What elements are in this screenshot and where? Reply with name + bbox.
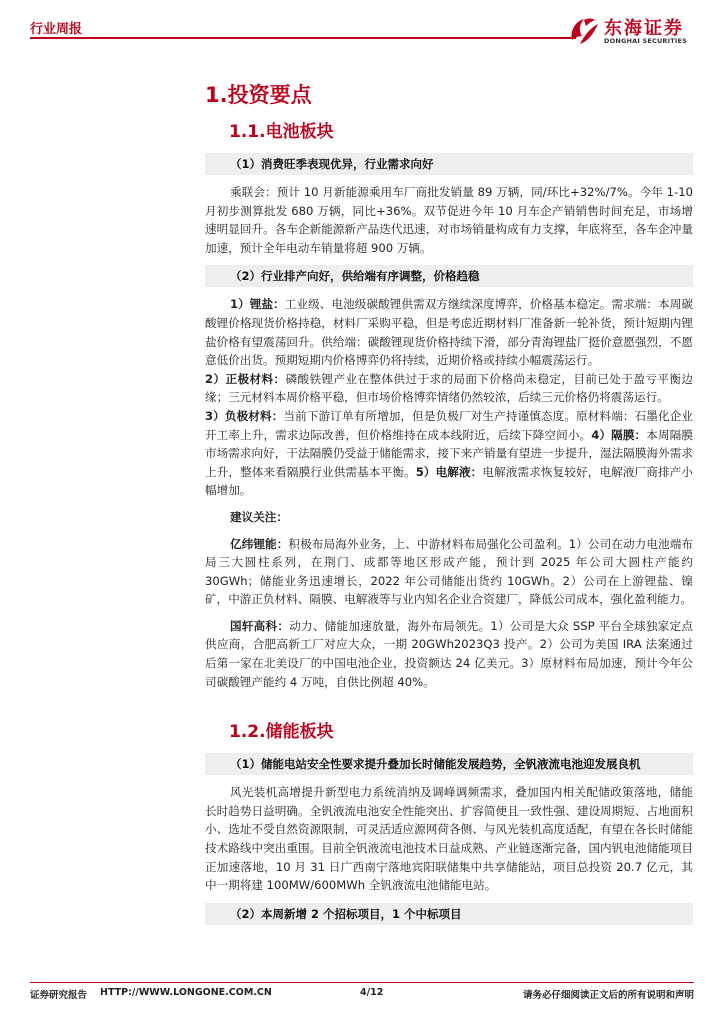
- cathode-text: 磷酸铁锂产业在整体供过于求的局面下价格尚未稳定，目前已处于盈亏平衡边缘；三元材料本周价格平稳，但市场价格博弈情绪仍然较浓，后续三元价格仍将震荡运行。: [205, 371, 693, 405]
- eve-energy-text: 积极布局海外业务，上、中游材料布局强化公司盈利。1）公司在动力电池端布局三大圆柱系列，在荆门、成都等地区形成产能，预计到 2025 年公司大圆柱产能约 30GWh；储能业务迅速增长，2022 年公司储能出货约 10GWh。2）公司在上游锂盐、镍矿，中游正负材料、隔膜、电解液等与业内知名企业合资建厂，降低公司成本，强化盈利能力。: [205, 536, 693, 607]
- gotion-text: 动力、储能加速放量，海外布局领先。1）公司是大众 SSP 平台全球独家定点供应商，合肥高新工厂对应大众，一期 20GWh2023Q3 投产。2）公司为美国 IRA 法案通过后第一家在北美设厂的中国电池企业，投资额达 24 亿美元。3）原材料布局加速，预计今年公司碳酸锂产能约 4 万吨，自供比例超 40%。: [205, 618, 693, 689]
- main-content: [205, 80, 693, 933]
- cathode-label: 2）正极材料：: [205, 371, 286, 386]
- logo-chinese-name: 东海证券: [604, 18, 684, 39]
- eve-energy-paragraph: [205, 535, 693, 609]
- page-number: 4/12: [360, 987, 384, 998]
- battery-point-2: （2）行业排产向好，供给端有序调整，价格趋稳: [205, 265, 693, 287]
- anode-label: 3）负极材料：: [205, 408, 284, 423]
- electrolyte-text: 电解液需求恢复较好，电解液厂商排产小幅增加。: [205, 464, 693, 498]
- lithium-salt-text: 工业级、电池级碳酸锂供需双方继续深度博弈，价格基本稳定。需求端：本周碳酸锂价格现货价格持稳，材料厂采购平稳，但是考虑近期材料厂准备新一轮补货，预计短期内锂盐价格有望震荡回升。供给端：碳酸锂现货价格持续下滑，部分青海锂盐厂挺价意愿强烈，不愿意低价出货。预期短期内价格博弈仍将持续，近期价格或持续小幅震荡运行。: [205, 297, 693, 368]
- storage-point-2: （2）本周新增 2 个招标项目，1 个中标项目: [205, 903, 693, 925]
- gotion-paragraph: [205, 617, 693, 691]
- anode-text: 当前下游订单有所增加，但是负极厂对生产持谨慎态度。原材料端：石墨化企业开工率上升，需求边际改善，但价格维持在成本线附近，后续下降空间小。: [205, 408, 693, 442]
- section-title-investment: 1.投资要点: [205, 83, 312, 107]
- battery-demand-paragraph: 乘联会：预计 10 月新能源乘用车厂商批发销量 89 万辆，同/环比+32%/7%。今年 1-10 月初步测算批发 680 万辆，同比+36%。双节促进今年 10 月车企产销销售时间充足，市场增速明显回升。各车企新能源新产品迭代迅速，对市场销量构成有力支撑，年底将至，各车企冲量加速，预计全年电动车销量将超 900 万辆。: [205, 185, 693, 255]
- logo-emblem-icon: [568, 14, 600, 48]
- section-title-battery: 1.1.电池板块: [229, 122, 334, 142]
- separator-text: 本周隔膜市场需求向好，干法隔膜仍受益于储能需求，接下来产销量有望进一步提升，湿法隔膜海外需求上升，整体来看隔膜行业供需基本平衡。: [205, 427, 693, 479]
- report-type-label: 行业周报: [30, 22, 83, 37]
- suggestion-heading: 建议关注：: [230, 509, 288, 524]
- lithium-salt-label: 1）锂盐：: [230, 297, 285, 312]
- gotion-label: 国轩高科：: [230, 618, 290, 633]
- storage-point-1: （1）储能电站安全性要求提升叠加长时储能发展趋势，全钒液流电池迎发展良机: [205, 753, 693, 775]
- eve-energy-label: 亿纬锂能：: [230, 536, 289, 551]
- page-footer: [30, 982, 694, 1002]
- logo-english-name: DONGHAI SECURITIES: [604, 37, 688, 45]
- battery-point-1: （1）消费旺季表现优异，行业需求向好: [205, 153, 693, 175]
- section-title-storage: 1.2.储能板块: [229, 722, 334, 743]
- footer-divider: [30, 982, 694, 983]
- vanadium-paragraph: 风光装机高增提升新型电力系统消纳及调峰调频需求，叠加国内相关配储政策落地，储能长时趋势日益明确。全钒液流电池安全性能突出、扩容简便且一致性强、建设周期短、占地面积小、选址不受自然资源限制，可灵活适应源网荷各侧、与风光装机高度适配，有望在各长时储能技术路线中突出重围。目前全钒液流电池技术日益成熟、产业链逐渐完备，国内钒电池储能项目正加速落地，10 月 31 日广西南宁落地宾阳联储集中共享储能站，项目总投资 20.7 亿元，其中一期将建 100MW/600MWh 全钒液流电池储能电站。: [205, 785, 693, 893]
- footer-website-link[interactable]: HTTP://WWW.LONGONE.COM.CN: [100, 987, 272, 998]
- footer-disclaimer: 请务必仔细阅读正文后的所有说明和声明: [522, 990, 694, 1001]
- separator-label: 4）隔膜：: [591, 427, 647, 442]
- supply-chain-paragraph: [205, 295, 693, 500]
- electrolyte-label: 5）电解液：: [415, 464, 483, 479]
- company-logo: [568, 14, 708, 48]
- header-divider: [30, 37, 576, 39]
- footer-report-label: 证券研究报告: [30, 990, 88, 1001]
